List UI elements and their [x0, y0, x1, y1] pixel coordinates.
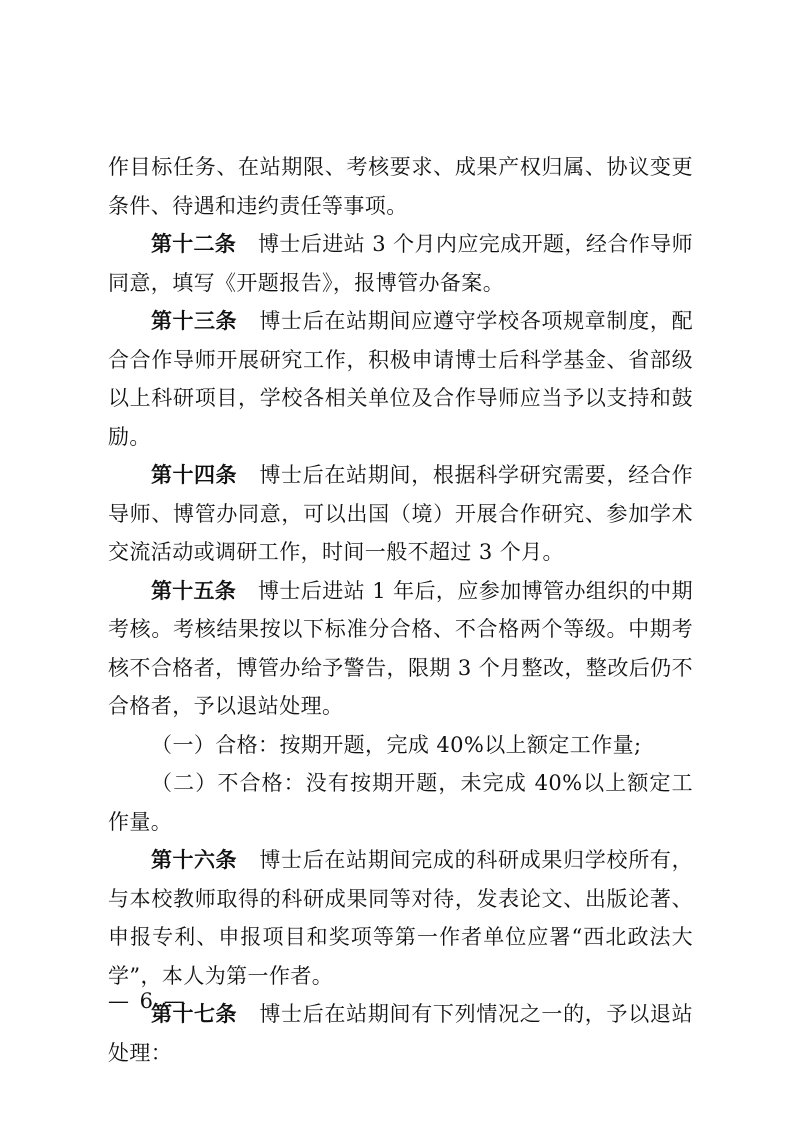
article-title: 第十六条	[151, 848, 238, 872]
document-body	[108, 148, 693, 1072]
article-text: 博士后在站期间应遵守学校各项规章制度，配合合作导师开展研究工作，积极申请博士后科学基金、省部级以上科研项目，学校各相关单位及合作导师应当予以支持和鼓励。	[108, 309, 693, 449]
article-13	[108, 302, 693, 456]
article-title: 第十三条	[151, 309, 238, 333]
article-title: 第十七条	[151, 1002, 238, 1026]
article-text: 博士后在站期间，根据科学研究需要，经合作导师、博管办同意，可以出国（境）开展合作研究、参加学术交流活动或调研工作，时间一般不超过 3 个月。	[108, 463, 693, 564]
article-text: 博士后进站 3 个月内应完成开题，经合作导师同意，填写《开题报告》，报博管办备案。	[108, 232, 693, 295]
article-title: 第十二条	[151, 232, 236, 256]
article-text: 博士后在站期间完成的科研成果归学校所有，与本校教师取得的科研成果同等对待，发表论文、出版论著、申报专利、申报项目和奖项等第一作者单位应署“西北政法大学”，本人为第一作者。	[108, 848, 693, 988]
article-17	[108, 995, 693, 1072]
article-title: 第十五条	[151, 578, 236, 603]
article-title: 第十四条	[151, 463, 238, 487]
item-unqualified: （二）不合格：没有按期开题，未完成 40%以上额定工作量。	[108, 771, 693, 834]
article-15	[108, 572, 693, 726]
page-number: — 6 —	[108, 989, 187, 1013]
article-text: 博士后进站 1 年后，应参加博管办组织的中期考核。考核结果按以下标准分合格、不合格两个等级。中期考核不合格者，博管办给予警告，限期 3 个月整改，整改后仍不合格者，予以退站处理。	[108, 578, 693, 718]
article-16	[108, 841, 693, 995]
article-12	[108, 225, 693, 302]
continuation-paragraph: 作目标任务、在站期限、考核要求、成果产权归属、协议变更条件、待遇和违约责任等事项。	[108, 155, 693, 218]
article-text: 博士后在站期间有下列情况之一的，予以退站处理：	[108, 1002, 693, 1065]
item-qualified: （一）合格：按期开题，完成 40%以上额定工作量;	[151, 732, 642, 757]
article-14	[108, 456, 693, 572]
